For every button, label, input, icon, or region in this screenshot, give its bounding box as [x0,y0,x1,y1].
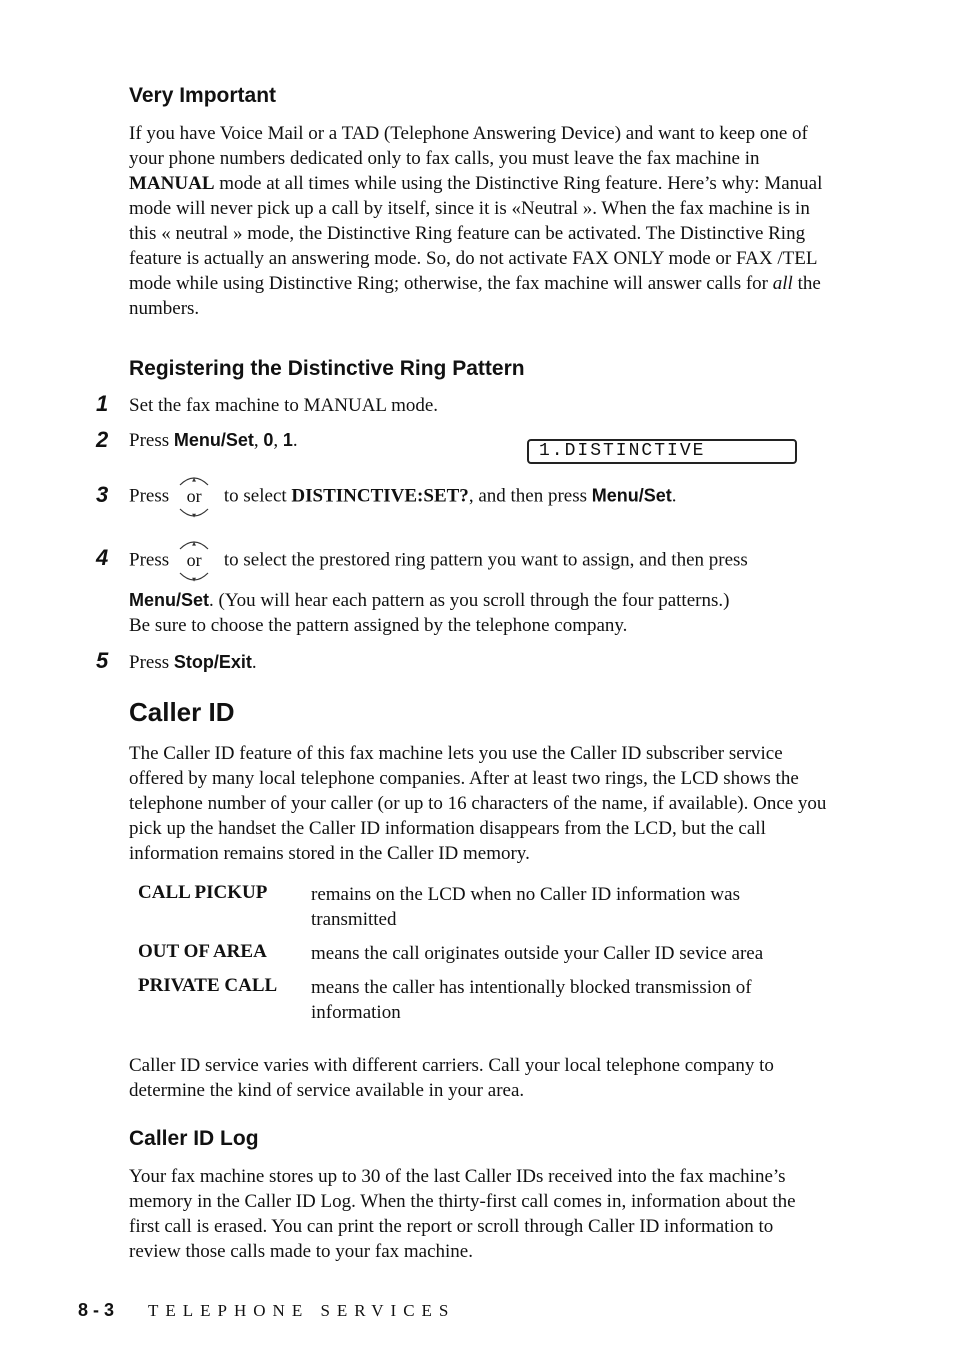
svg-text:▼: ▼ [192,513,197,519]
step-4-line-2 [129,590,729,612]
table-term: CALL PICKUP [138,882,268,903]
one-key: 1 [282,430,293,450]
step-4-line-3: Be sure to choose the pattern assigned by the telephone company. [129,615,628,636]
table-term: OUT OF AREA [138,941,267,962]
step-text-part: Press [129,430,174,451]
registering-heading: Registering the Distinctive Ring Pattern [129,357,525,380]
step-number: 1 [96,391,109,416]
step-1-text: Set the fax machine to MANUAL mode. [129,395,439,416]
step-5-text [129,652,257,674]
very-important-heading: Very Important [129,84,277,107]
paragraph-text: mode at all times while using the Distinctive Ring feature. Here’s why: Manual mode will never pick up a call by itself, since it is «Neutral ». When the fax machine is in this « neutral » mode, the Distinctive Ring feature can be activated. The Distinctive Ring feature is actually an answering mode. So, do not activate FAX ONLY mode or FAX /TEL mode while using Distinctive Ring; otherwise, the fax machine will answer calls for [129,173,823,294]
step-4-text [129,537,748,585]
step-number: 2 [96,427,109,452]
or-label: or [186,486,202,506]
step-text-part: . [292,430,298,451]
table-definition: remains on the LCD when no Caller ID information was transmitted [311,884,740,930]
menu-set-key: Menu/Set [173,430,254,450]
svg-text:▲: ▲ [192,477,197,483]
up-down-arrow-icon [175,537,213,585]
step-text-part: Press [129,549,170,571]
or-label: or [186,550,202,570]
svg-text:▼: ▼ [192,577,197,583]
caller-id-heading: Caller ID [129,697,235,727]
caller-id-log-text: Your fax machine stores up to 30 of the last Caller IDs received into the fax machine’s memory in the Caller ID Log. When the thirty-first call comes in, information about the first call is erased. You can print the report or scroll through Caller ID information to review those calls made to your fax machine. [129,1166,796,1262]
step-number: 5 [96,648,109,673]
step-number: 3 [96,482,109,507]
distinctive-set-bold: DISTINCTIVE:SET? [291,485,469,507]
step-text-part: to select [219,485,292,507]
table-definition: means the caller has intentionally blocked transmission of information [311,977,752,1023]
caller-id-note: Caller ID service varies with different carriers. Call your local telephone company to determine the kind of service available in your area. [129,1055,774,1101]
step-text-part: Press [129,652,174,673]
table-term: PRIVATE CALL [138,975,278,996]
very-important-paragraph [129,121,829,321]
caller-id-log-heading: Caller ID Log [129,1127,259,1150]
step-3-text [129,473,677,521]
step-text-part: . [671,485,677,507]
step-text-part: , [273,430,283,451]
manual-bold: MANUAL [129,173,215,194]
step-text-part: , and then press [468,485,592,507]
step-text-part: . [251,652,257,673]
menu-set-key: Menu/Set [591,485,672,506]
lcd-display: 1.DISTINCTIVE [527,439,797,464]
zero-key: 0 [263,430,274,450]
step-text-part: Press [129,485,170,507]
paragraph-text: If you have Voice Mail or a TAD (Telephone Answering Device) and want to keep one of your phone numbers dedicated only to fax calls, you must leave the fax machine in [129,123,808,169]
step-number: 4 [96,545,109,570]
paragraph-text: the numbers. [129,273,821,319]
svg-text:▲: ▲ [192,541,197,547]
stop-exit-key: Stop/Exit [173,652,252,672]
step-2-text [129,430,298,452]
all-italic: all [772,273,793,294]
caller-id-intro: The Caller ID feature of this fax machine lets you use the Caller ID subscriber service offered by many local telephone companies. After at least two rings, the LCD shows the telephone number of your caller (or up to 16 characters of the name, if available). Once you pick up the handset the Caller ID information disappears from the LCD, but the call information remains stored in the Caller ID memory. [129,743,827,864]
menu-set-key: Menu/Set [129,590,210,610]
page-number: 8 - 3 [78,1300,115,1320]
step-text-part: . (You will hear each pattern as you scroll through the four patterns.) [209,590,730,611]
up-down-arrow-icon [175,473,213,521]
section-label: TELEPHONE SERVICES [148,1301,456,1320]
step-text-part: , [253,430,264,451]
table-definition: means the call originates outside your Caller ID sevice area [311,943,764,964]
step-text-part: to select the prestored ring pattern you want to assign, and then press [219,549,748,571]
